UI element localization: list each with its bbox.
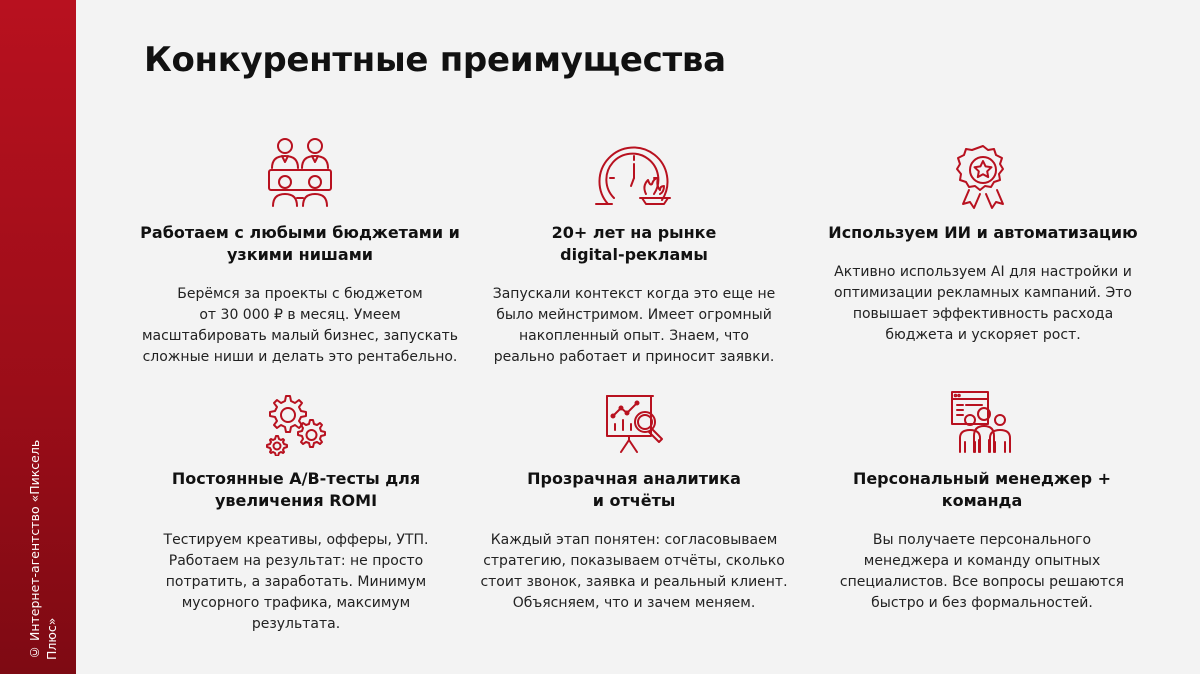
card-text: Вы получаете персонального менеджера и команду опытных специалистов. Все вопросы решаются быстро и без формальностей. xyxy=(839,532,1125,611)
card-heading: Персональный менеджер + команда xyxy=(852,469,1112,510)
analytics-board-icon xyxy=(601,392,667,456)
card-text: Берёмся за проекты с бюджетом от 30 000 ₽ в месяц. Умеем масштабировать малый бизнес, запускать сложные ниши и делать это рентабельно. xyxy=(141,286,459,365)
copyright-text: © Интернет-агентство «Пиксель Плюс» xyxy=(27,439,59,660)
advantage-card-ai xyxy=(818,132,1148,346)
clock-icon xyxy=(594,146,674,210)
card-text: Активно используем AI для настройки и оптимизации рекламных кампаний. Это повышает эффективность расхода бюджета и ускоряет рост. xyxy=(834,264,1132,343)
card-heading: Прозрачная аналитика и отчёты xyxy=(527,469,741,510)
card-text: Тестируем креативы, офферы, УТП. Работаем на результат: не просто потратить, а заработать. Минимум мусорного трафика, максимум результата. xyxy=(163,532,429,632)
manager-team-icon xyxy=(950,390,1014,456)
advantage-card-budgets xyxy=(135,132,465,368)
advantage-card-analytics xyxy=(469,378,799,614)
page-title: Конкурентные преимущества xyxy=(144,40,726,80)
advantage-card-experience xyxy=(469,132,799,368)
card-heading: Используем ИИ и автоматизацию xyxy=(828,223,1138,242)
card-heading: Постоянные A/B-тесты для увеличения ROMI xyxy=(171,469,421,510)
card-text: Каждый этап понятен: согласовываем стратегию, показываем отчёты, сколько стоит звонок, заявка и реальный клиент. Объясняем, что и зачем меняем. xyxy=(480,532,788,611)
award-badge-icon xyxy=(955,144,1011,210)
card-text: Запускали контекст когда это еще не было мейнстримом. Имеет огромный накопленный опыт. Знаем, что реально работает и приносит заявки. xyxy=(492,286,776,365)
gears-icon xyxy=(262,390,330,456)
sidebar-accent xyxy=(0,0,76,674)
advantage-card-manager xyxy=(817,378,1147,614)
advantage-card-ab-tests xyxy=(131,378,461,635)
team-icon xyxy=(267,136,333,210)
card-heading: 20+ лет на рынке digital-рекламы xyxy=(551,223,717,264)
card-heading: Работаем с любыми бюджетами и узкими нишами xyxy=(140,223,460,264)
